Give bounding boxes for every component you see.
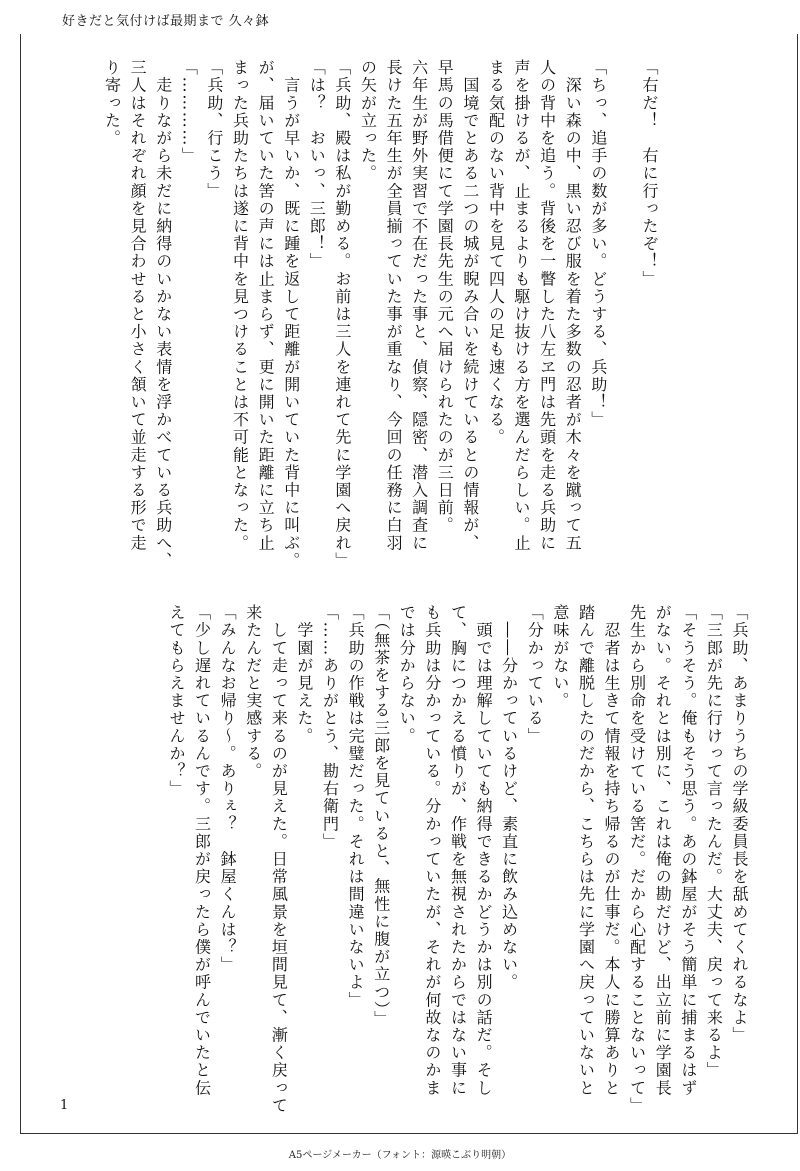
text-line: 「三郎が先に行けって言ったんだ。大丈夫、戻って来るよ」 <box>704 604 724 1080</box>
text-line: 「…………」 <box>179 59 199 165</box>
text-line: 「は？ おいっ、三郎！」 <box>307 59 327 271</box>
text-line: して走って来るのが見えた。日常風景を垣間見て、漸く戻って <box>269 604 289 1115</box>
text-line: 声を掛けるが、止まるよりも駆け抜ける方を選んだらしい。止 <box>512 59 532 552</box>
text-line: も兵助は分かっている。分かっていたが、それが何故なのかま <box>422 604 442 1097</box>
text-line: 長けた五年生が全員揃っていた事が重なり、今回の任務に白羽 <box>384 59 404 552</box>
text-line: 「ちっ、追手の数が多い。どうする、兵助！」 <box>588 59 608 429</box>
footer-caption: A5ページメーカー（フォント：源暎こぶり明朝） <box>288 1150 512 1161</box>
text-line: 走りながら未だに納得のいかない表情を浮かべている兵助へ、 <box>153 59 173 570</box>
text-line: り寄った。 <box>102 59 122 147</box>
header-title: 好きだと気付けば最期まで 久々鉢 <box>62 14 270 29</box>
text-line: 人の背中を追う。背後を一瞥した八左ヱ門は先頭を走る兵助に <box>537 59 557 552</box>
text-block-top <box>99 59 662 579</box>
text-line: 深い森の中、黒い忍び服を着た多数の忍者が木々を蹴って五 <box>563 59 583 552</box>
text-line: 三人はそれぞれ顔を見合わせると小さく頷いて並走する形で走 <box>128 59 148 552</box>
text-line: 「そうそう。俺もそう思う。あの鉢屋がそう簡単に捕まるはず <box>678 604 698 1097</box>
text-line: 「兵助、殿は私が勤める。お前は三人を連れて先に学園へ戻れ」 <box>332 59 352 570</box>
text-line: 「分かっている」 <box>525 604 545 745</box>
page-number: 1 <box>60 1098 69 1113</box>
text-line: 言うが早いか、既に踵を返して距離が開いていた背中に叫ぶ。 <box>281 59 301 570</box>
text-line: 国境でとある二つの城が睨み合いを続けているとの情報が、 <box>460 59 480 552</box>
text-line: 踏んで離脱したのだから、こちらは先に学園へ戻っていないと <box>576 604 596 1097</box>
text-line: の矢が立った。 <box>358 59 378 183</box>
text-line: 六年生が野外実習で不在だった事と、偵察、隠密、潜入調査に <box>409 59 429 552</box>
text-line: えてもらえませんか？」 <box>166 604 186 798</box>
text-line: まる気配のない背中を見て四人の足も速くなる。 <box>486 59 506 447</box>
text-line <box>611 59 637 579</box>
text-line: 早馬の馬借便にて学園長先生の元へ届けられたのが三日前。 <box>435 59 455 535</box>
text-line: 「右だ！ 右に行ったぞ！」 <box>640 59 659 288</box>
text-line: て、胸につかえる憤りが、作戦を無視されたからではない事に <box>448 604 468 1097</box>
text-line: が、届いていた筈の声には止まらず、更に開いた距離に立ち止 <box>256 59 276 552</box>
text-line: 学園が見えた。 <box>294 604 314 745</box>
text-line: 「みんなお帰り〜。ありぇ？ 鉢屋くんは？」 <box>218 604 238 974</box>
text-line: 「少し遅れているんです。三郎が戻ったら僕が呼んでいたと伝 <box>192 604 212 1097</box>
text-line: 「兵助の作戦は完璧だった。それは間違いないよ」 <box>346 604 366 1009</box>
text-block-bottom <box>163 604 752 1124</box>
text-line: 先生から別命を受けている筈だ。だから心配することないって」 <box>627 604 647 1115</box>
text-line: がない。それとは別に、これは俺の勘だけど、出立前に学園長 <box>653 604 673 1097</box>
text-line: 「……ありがとう、勘右衛門」 <box>320 604 340 851</box>
text-line: 意味がない。 <box>550 604 570 710</box>
text-line: 来たんだと実感する。 <box>243 604 263 780</box>
text-line: 忍者は生きて情報を持ち帰るのが仕事だ。本人に勝算ありと <box>602 604 622 1097</box>
text-line: 「兵助、行こう」 <box>204 59 224 200</box>
text-line: 「（無茶をする三郎を見ていると、無性に腹が立つ）」 <box>371 604 391 1028</box>
text-line: 頭では理解していても納得できるかどうかは別の話だ。そし <box>474 604 494 1097</box>
text-line: まった兵助たちは遂に背中を見つけることは不可能となった。 <box>230 59 250 552</box>
text-line: 「兵助、あまりうちの学級委員長を舐めてくれるなよ」 <box>730 604 749 1044</box>
text-line: ――分かっているけど、素直に飲み込めない。 <box>499 604 519 992</box>
text-line: では分からない。 <box>397 604 417 745</box>
